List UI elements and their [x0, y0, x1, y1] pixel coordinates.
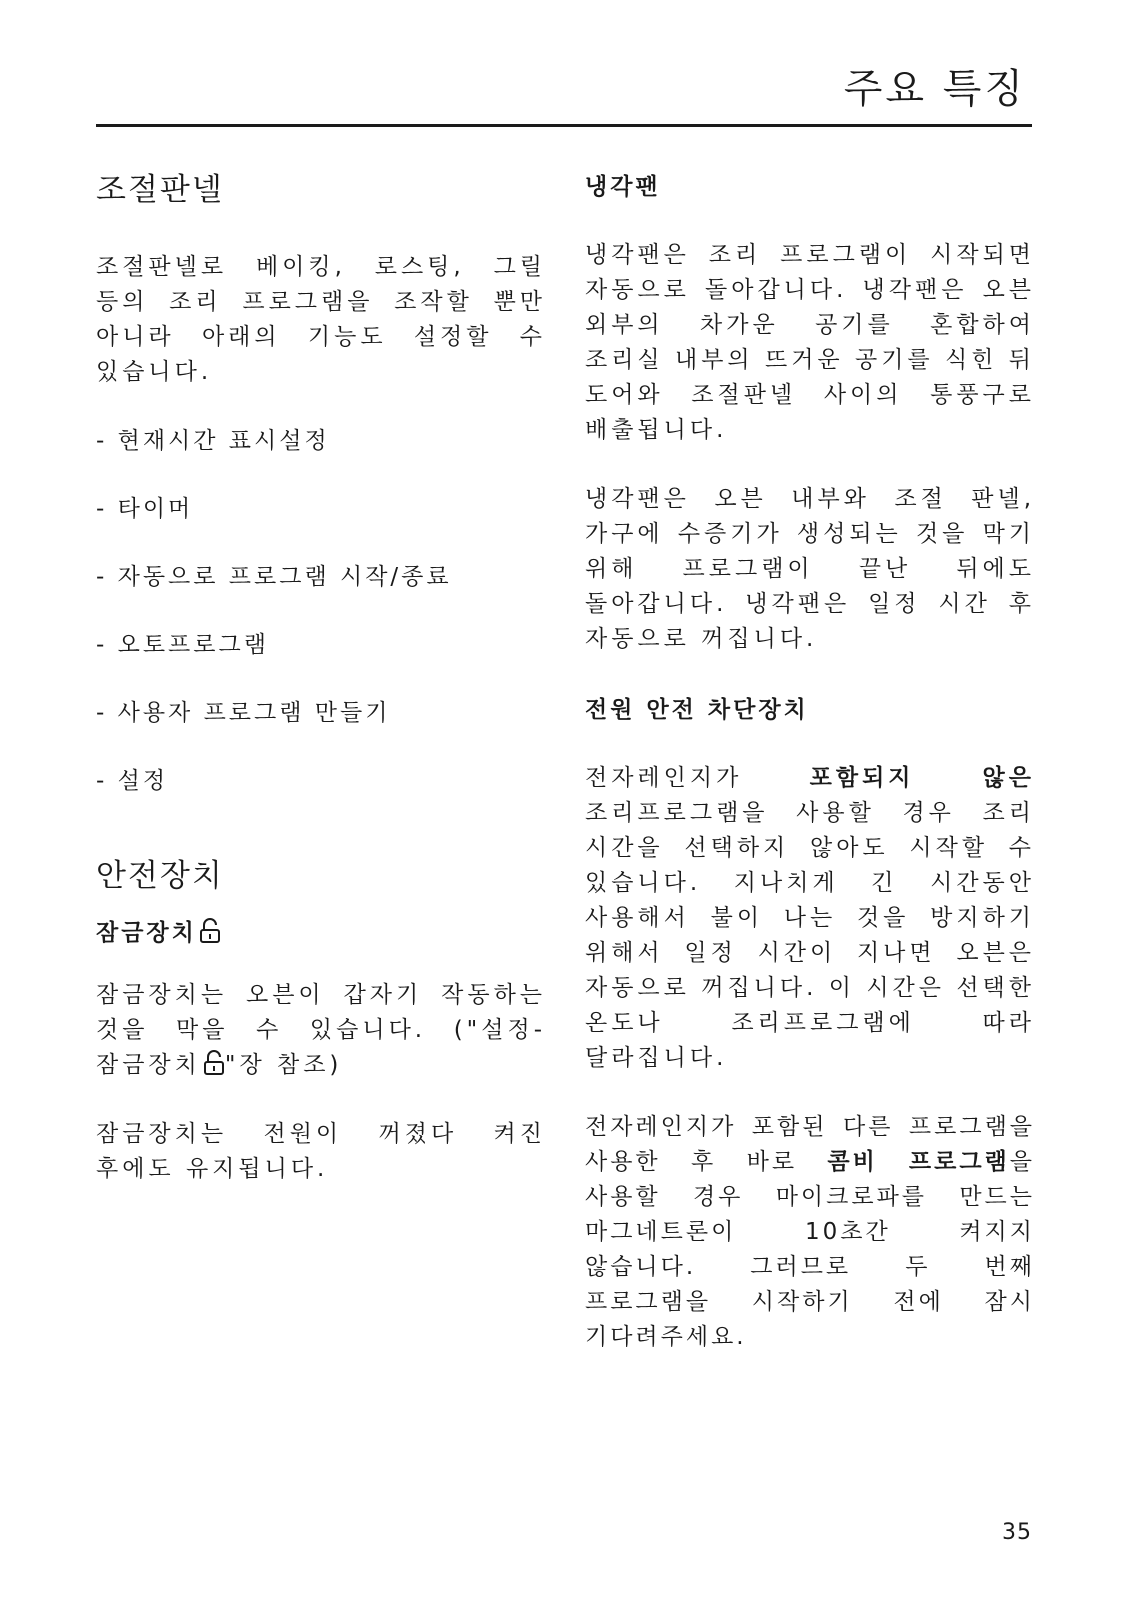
- feature-list-item: - 사용자 프로그램 만들기: [96, 700, 391, 726]
- control-panel-intro: 조절판넬로 베이킹, 로스팅, 그릴 등의 조리 프로그램을 조작할 뿐만 아니라 아래의 기능도 설정할 수 있습니다.: [96, 254, 546, 385]
- feature-list-item: - 설정: [96, 768, 169, 794]
- power-cutoff-paragraph-2: [585, 1110, 1035, 1355]
- lock-subheading-label: 잠금장치: [96, 920, 197, 946]
- lock-icon: [199, 918, 221, 944]
- feature-list-item: - 타이머: [96, 496, 194, 522]
- power-cutoff-p1-bold: 포함되지 않은: [809, 765, 1035, 791]
- right-column: [585, 170, 1035, 1355]
- cooling-fan-paragraph-2: 냉각팬은 오븐 내부와 조절 판넬, 가구에 수증기가 생성되는 것을 막기 위해 프로그램이 끝난 뒤에도 돌아갑니다. 냉각팬은 일정 시간 후 자동으로 꺼집니다.: [585, 486, 1035, 652]
- page-header: [96, 60, 1032, 127]
- lock-icon: [203, 1050, 225, 1076]
- safety-heading: 안전장치: [96, 858, 224, 894]
- power-cutoff-paragraph-1: [585, 761, 1035, 1076]
- lock-description-ref: "장 참조): [224, 1052, 343, 1078]
- cooling-fan-heading: 냉각팬: [585, 174, 661, 200]
- page-title: 주요 특징: [843, 66, 1026, 112]
- lock-subheading: [96, 916, 546, 950]
- left-column: [96, 170, 546, 1187]
- power-cutoff-p1-b: 조리프로그램을 사용할 경우 조리 시간을 선택하지 않아도 시작할 수 있습니다. 지나치게 긴 시간동안 사용해서 불이 나는 것을 방지하기 위해서 일정 시간이 지나면 오븐은 자동으로 꺼집니다. 이 시간은 선택한 온도나 조리프로그램에 따라 달라집니다.: [585, 800, 1035, 1071]
- control-panel-heading: 조절판넬: [96, 172, 224, 208]
- feature-list-item: - 오토프로그램: [96, 632, 269, 658]
- power-cutoff-heading: 전원 안전 차단장치: [585, 697, 809, 723]
- feature-list-item: - 자동으로 프로그램 시작/종료: [96, 564, 452, 590]
- lock-description: [96, 978, 546, 1083]
- cooling-fan-paragraph-1: 냉각팬은 조리 프로그램이 시작되면 자동으로 돌아갑니다. 냉각팬은 오븐 외부의 차가운 공기를 혼합하여 조리실 내부의 뜨거운 공기를 식힌 뒤 도어와 조절판넬 사이의 통풍구로 배출됩니다.: [585, 242, 1036, 443]
- power-cutoff-p2-bold: 콤비 프로그램: [827, 1149, 1010, 1175]
- lock-persistence-note: 잠금장치는 전원이 꺼졌다 켜진 후에도 유지됩니다.: [96, 1121, 546, 1182]
- power-cutoff-p2-b: 을 사용할 경우 마이크로파를 만드는 마그네트론이 10초간 켜지지 않습니다. 그러므로 두 번째 프로그램을 시작하기 전에 잠시 기다려주세요.: [585, 1149, 1035, 1350]
- power-cutoff-p1-a: 전자레인지가: [585, 765, 810, 791]
- power-cutoff-p2-a: 전자레인지가 포함된 다른 프로그램을 사용한 후 바로: [585, 1114, 1035, 1175]
- page-number: 35: [1002, 1520, 1032, 1545]
- feature-list-item: - 현재시간 표시설정: [96, 428, 330, 454]
- lock-description-text: 잠금장치는 오븐이 갑자기 작동하는 것을 막을 수 있습니다. ("설정-잠금장치: [96, 982, 547, 1078]
